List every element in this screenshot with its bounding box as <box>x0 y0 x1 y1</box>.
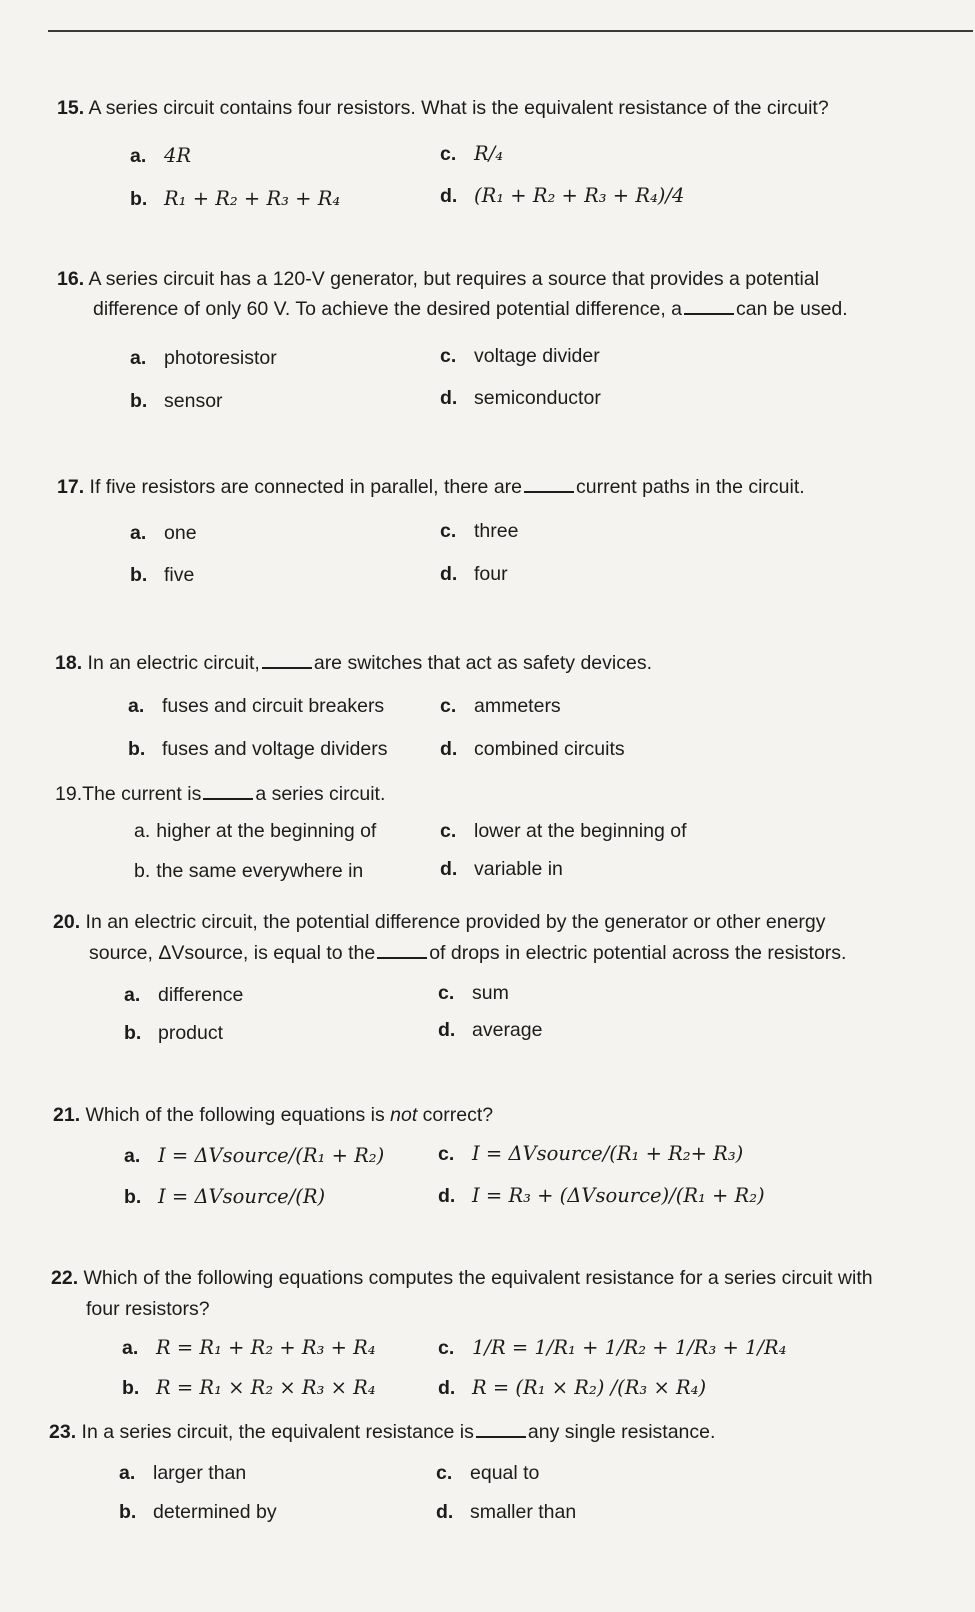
question-20-line-2: source, ΔVsource, is equal to the of drops in electric potential across the resistors. <box>89 942 847 964</box>
answer-blank <box>524 491 574 493</box>
option-a[interactable]: a. one <box>130 522 197 544</box>
question-22-line-2: four resistors? <box>86 1298 210 1320</box>
option-d[interactable]: d. I = R₃ + (ΔVsource)/(R₁ + R₂) <box>438 1184 765 1207</box>
question-number: 16. <box>57 268 85 290</box>
option-b[interactable]: b. determined by <box>119 1501 277 1523</box>
option-c[interactable]: c. equal to <box>436 1462 540 1484</box>
option-a[interactable]: a. R = R₁ + R₂ + R₃ + R₄ <box>122 1336 376 1359</box>
question-16-line-2: difference of only 60 V. To achieve the desired potential difference, a can be used. <box>93 298 848 320</box>
option-b[interactable]: b. R₁ + R₂ + R₃ + R₄ <box>130 187 341 210</box>
answer-blank <box>684 313 734 315</box>
answer-blank <box>262 667 312 669</box>
option-a[interactable]: a. larger than <box>119 1462 247 1484</box>
option-b[interactable]: b. fuses and voltage dividers <box>128 738 388 760</box>
option-d[interactable]: d. four <box>440 563 508 585</box>
option-c[interactable]: c. 1/R = 1/R₁ + 1/R₂ + 1/R₃ + 1/R₄ <box>438 1336 787 1359</box>
question-16 <box>57 263 819 295</box>
question-20: 20. In an electric circuit, the potential difference provided by the generator or other energy <box>53 911 826 933</box>
option-b[interactable]: b. R = R₁ × R₂ × R₃ × R₄ <box>122 1376 376 1399</box>
question-22: 22. Which of the following equations computes the equivalent resistance for a series circuit with <box>51 1267 873 1289</box>
answer-blank <box>377 957 427 959</box>
option-c[interactable]: c. three <box>440 520 519 542</box>
question-15 <box>57 92 829 124</box>
question-text: A series circuit contains four resistors. What is the equivalent resistance of the circuit? <box>88 97 829 119</box>
top-rule <box>48 30 973 32</box>
option-d[interactable]: d. average <box>438 1019 543 1041</box>
option-c[interactable]: c. voltage divider <box>440 345 600 367</box>
option-a[interactable]: a. difference <box>124 984 244 1006</box>
option-b[interactable]: b. I = ΔVsource/(R) <box>124 1185 326 1208</box>
question-21: 21. Which of the following equations is not correct? <box>53 1104 494 1126</box>
option-c[interactable]: c. sum <box>438 982 509 1004</box>
answer-blank <box>203 798 253 800</box>
question-number: 15. <box>57 97 85 119</box>
question-23: 23. In a series circuit, the equivalent resistance is any single resistance. <box>49 1421 716 1443</box>
question-17: 17. If five resistors are connected in parallel, there are current paths in the circuit. <box>57 476 805 498</box>
question-18: 18. In an electric circuit, are switches that act as safety devices. <box>55 652 652 674</box>
option-a[interactable]: a. higher at the beginning of <box>134 820 377 842</box>
option-a[interactable]: a. photoresistor <box>130 347 277 369</box>
question-19: 19.The current is a series circuit. <box>55 783 386 805</box>
option-c[interactable]: c. lower at the beginning of <box>440 820 687 842</box>
option-a[interactable]: a. I = ΔVsource/(R₁ + R₂) <box>124 1144 385 1167</box>
answer-blank <box>476 1436 526 1438</box>
option-a[interactable]: a. 4R <box>130 144 192 167</box>
option-d[interactable]: d. R = (R₁ × R₂) /(R₃ × R₄) <box>438 1376 707 1399</box>
option-b[interactable]: b. product <box>124 1022 224 1044</box>
option-c[interactable]: c. ammeters <box>440 695 561 717</box>
option-c[interactable]: c. R/₄ <box>440 142 504 165</box>
option-d[interactable]: d. combined circuits <box>440 738 625 760</box>
option-d[interactable]: d. (R₁ + R₂ + R₃ + R₄)/4 <box>440 184 685 207</box>
option-a[interactable]: a. fuses and circuit breakers <box>128 695 385 717</box>
option-b[interactable]: b. five <box>130 564 195 586</box>
option-d[interactable]: d. smaller than <box>436 1501 577 1523</box>
option-b[interactable]: b. the same everywhere in <box>134 860 364 882</box>
option-d[interactable]: d. semiconductor <box>440 387 601 409</box>
option-b[interactable]: b. sensor <box>130 390 223 412</box>
option-c[interactable]: c. I = ΔVsource/(R₁ + R₂+ R₃) <box>438 1142 744 1165</box>
option-d[interactable]: d. variable in <box>440 858 563 880</box>
question-text: A series circuit has a 120-V generator, but requires a source that provides a potential <box>88 268 820 290</box>
